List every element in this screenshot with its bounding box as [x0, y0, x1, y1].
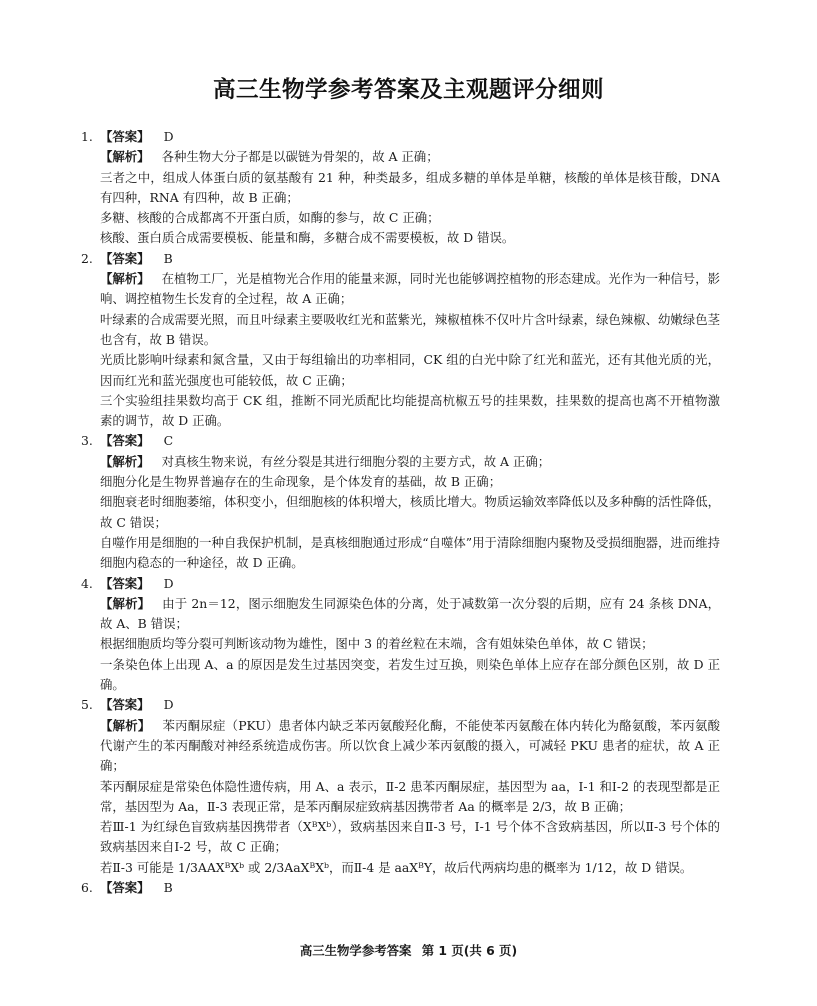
question-number: 2.: [81, 250, 93, 266]
analysis-tag: 【解析】: [100, 149, 150, 165]
answer-value: D: [163, 575, 174, 591]
analysis-tag: 【解析】: [100, 595, 151, 611]
question-number: 4.: [81, 575, 93, 591]
analysis-text: 三者之中，组成人体蛋白质的氨基酸有 21 种，种类最多，组成多糖的单体是单糖，核酸的单体是核苷酸，DNA 有四种，RNA 有四种，故 B 正确；: [100, 169, 720, 205]
analysis-text: 叶绿素的合成需要光照，而且叶绿素主要吸收红光和蓝紫光，辣椒植株不仅叶片含叶绿素，绿色辣椒、幼嫩绿色茎也含有，故 B 错误。: [100, 311, 720, 347]
question-number: 3.: [81, 433, 93, 449]
analysis-text: 核酸、蛋白质合成需要模板、能量和酶，多糖合成不需要模板，故 D 错误。: [100, 230, 515, 246]
analysis-paragraph: [100, 817, 720, 858]
analysis-paragraph: [100, 269, 720, 310]
page-footer: [0, 941, 817, 959]
analysis-tag: 【解析】: [100, 453, 150, 469]
analysis-text: 在植物工厂，光是植物光合作用的能量来源，同时光也能够调控植物的形态建成。光作为一种信号，影响、调控植物生长发育的全过程，故 A 正确；: [100, 271, 721, 307]
page-title: 高三生物学参考答案及主观题评分细则: [212, 77, 604, 103]
question-block: [81, 127, 720, 249]
question-number: 6.: [81, 879, 93, 895]
analysis-text: 三个实验组挂果数均高于 CK 组，推断不同光质配比均能提高杭椒五号的挂果数，挂果数的提高也离不开植物激素的调节，故 D 正确。: [100, 392, 720, 429]
answer-tag: 【答案】: [100, 575, 150, 591]
answer-tag: 【答案】: [100, 697, 150, 713]
answer-tag: 【答案】: [100, 879, 150, 895]
analysis-text: 若Ⅲ-1 为红绿色盲致病基因携带者（XᴮXᵇ），致病基因来自Ⅱ-3 号，Ⅰ-1 号个体不含致病基因，所以Ⅱ-3 号个体的致病基因来自Ⅰ-2 号，故 C 正确；: [100, 819, 720, 855]
question-block: [81, 574, 721, 696]
analysis-paragraph: [100, 858, 720, 878]
question-number: 5.: [81, 697, 93, 713]
analysis-paragraph: [100, 452, 720, 472]
analysis-paragraph: [100, 391, 720, 432]
question-number: 1.: [81, 129, 93, 144]
analysis-paragraph: [100, 533, 720, 574]
answer-value: D: [163, 129, 174, 144]
question-block: [81, 878, 720, 898]
analysis-tag: 【解析】: [100, 717, 151, 733]
answer-line: [81, 695, 720, 715]
analysis-paragraph: [100, 310, 720, 351]
answer-line: [81, 127, 720, 147]
analysis-text: 细胞分化是生物界普遍存在的生命现象，是个体发育的基础，故 B 正确；: [100, 474, 502, 490]
analysis-text: 多糖、核酸的合成都离不开蛋白质，如酶的参与，故 C 正确；: [100, 210, 440, 226]
analysis-paragraph: [100, 594, 720, 635]
answer-tag: 【答案】: [100, 129, 150, 144]
answer-tag: 【答案】: [100, 250, 150, 266]
analysis-text: 对真核生物来说，有丝分裂是其进行细胞分裂的主要方式，故 A 正确；: [161, 453, 551, 469]
analysis-tag: 【解析】: [100, 271, 150, 287]
analysis-text: 一条染色体上出现 A、a 的原因是发生过基因突变，若发生过互换，则染色单体上应存在部分颜色区别，故 D 正确。: [100, 656, 720, 693]
analysis-text: 细胞衰老时细胞萎缩，体积变小，但细胞核的体积增大，核质比增大。物质运输效率降低以及多种酶的活性降低，故 C 错误；: [100, 494, 720, 530]
analysis-paragraph: [100, 208, 720, 228]
analysis-text: 自噬作用是细胞的一种自我保护机制，是真核细胞通过形成“自噬体”用于清除细胞内聚物及受损细胞器，进而维持细胞内稳态的一种途径，故 D 正确。: [100, 534, 720, 571]
analysis-paragraph: [100, 492, 720, 533]
analysis-text: 苯丙酮尿症（PKU）患者体内缺乏苯丙氨酸羟化酶，不能使苯丙氨酸在体内转化为酪氨酸，苯丙氨酸代谢产生的苯丙酮酸对神经系统造成伤害。所以饮食上减少苯丙氨酸的摄入，可减轻 PKU 患者的症状，故 A 正确；: [100, 717, 721, 774]
question-block: [81, 695, 721, 878]
analysis-text: 光质比影响叶绿素和氮含量，又由于每组输出的功率相同，CK 组的白光中除了红光和蓝光，还有其他光质的光，因而红光和蓝光强度也可能较低，故 C 正确；: [100, 352, 720, 388]
analysis-paragraph: [100, 777, 720, 818]
answer-content: [81, 127, 721, 898]
analysis-text: 各种生物大分子都是以碳链为骨架的，故 A 正确；: [161, 149, 439, 165]
analysis-paragraph: [100, 716, 720, 777]
footer-page-number: 第 1 页(共 6 页): [421, 943, 518, 958]
analysis-text: 根据细胞质均等分裂可判断该动物为雄性，图中 3 的着丝粒在末端，含有姐妹染色单体，故 C 错误；: [100, 636, 654, 652]
analysis-text: 若Ⅱ-3 可能是 1/3AAXᴮXᵇ 或 2/3AaXᴮXᵇ，而Ⅱ-4 是 aaXᴮY，故后代两病均患的概率为 1/12，故 D 错误。: [100, 859, 693, 875]
answer-value: B: [163, 879, 173, 895]
question-block: [81, 431, 720, 573]
analysis-paragraph: [100, 634, 720, 654]
answer-value: B: [163, 250, 173, 266]
answer-line: [81, 431, 720, 451]
answer-line: [81, 878, 720, 898]
footer-doc-title: 高三生物学参考答案: [299, 943, 412, 958]
answer-line: [81, 249, 720, 269]
analysis-text: 由于 2n＝12，图示细胞发生同源染色体的分离，处于减数第一次分裂的后期，应有 24 条核 DNA，故 A、B 错误；: [100, 595, 721, 632]
analysis-paragraph: [100, 228, 720, 248]
analysis-paragraph: [100, 168, 720, 209]
answer-value: C: [163, 433, 174, 449]
answer-value: D: [163, 697, 174, 713]
answer-line: [81, 574, 720, 594]
analysis-paragraph: [100, 472, 720, 492]
question-block: [81, 249, 721, 432]
analysis-paragraph: [100, 147, 720, 167]
analysis-text: 苯丙酮尿症是常染色体隐性遗传病，用 A、a 表示，Ⅱ-2 患苯丙酮尿症，基因型为 aa，Ⅰ-1 和Ⅰ-2 的表现型都是正常，基因型为 Aa，Ⅱ-3 表现正常，是苯丙酮尿症致病基因携带者 Aa 的概率是 2/3，故 B 正确；: [100, 778, 720, 814]
answer-tag: 【答案】: [100, 433, 150, 449]
analysis-paragraph: [100, 655, 720, 696]
analysis-paragraph: [100, 350, 720, 391]
